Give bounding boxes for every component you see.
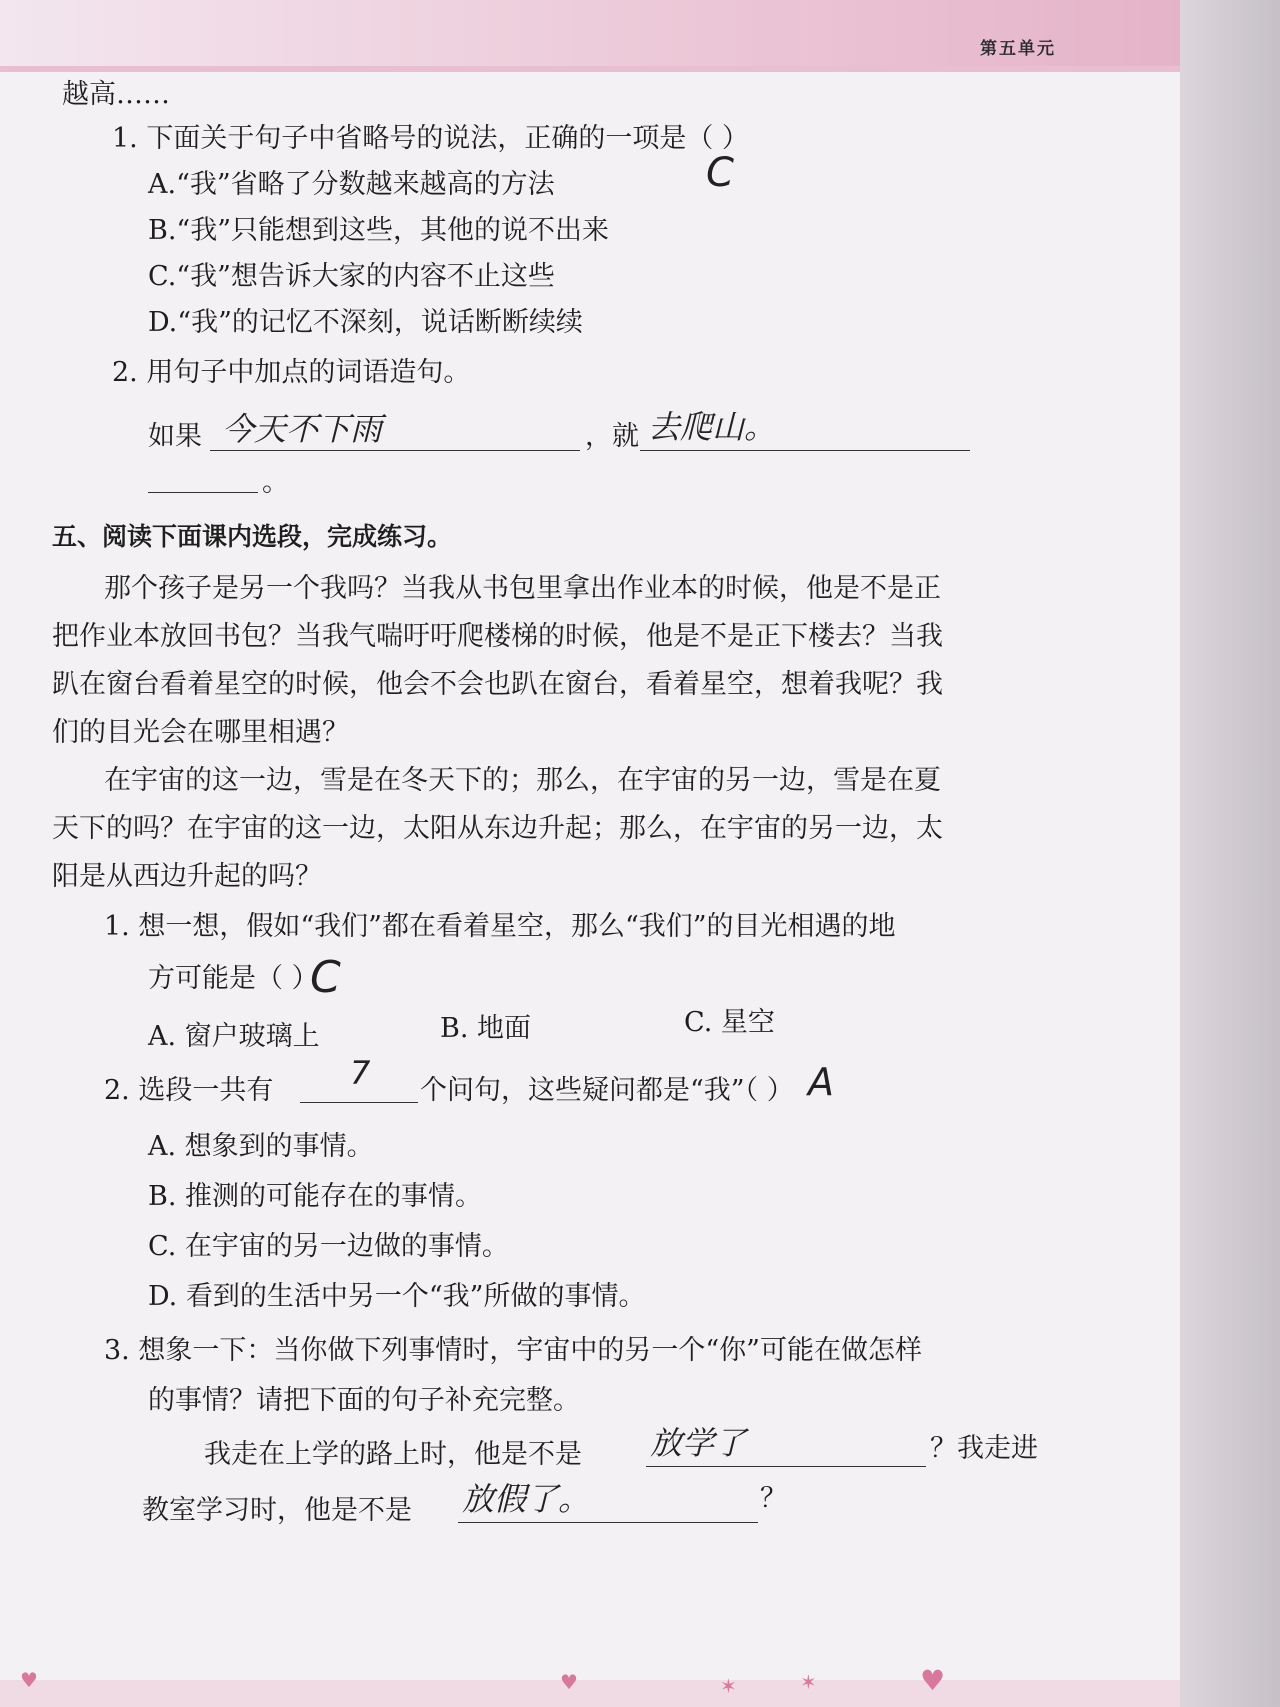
q1-option-c: C.“我”想告诉大家的内容不止这些: [148, 261, 555, 292]
q1-option-b: B.“我”只能想到这些，其他的说不出来: [148, 215, 610, 246]
sparkle-icon: ✶: [800, 1670, 817, 1694]
passage-tail: 越高……: [62, 79, 170, 110]
q2-handwritten-answer-2: 去爬山。: [648, 408, 777, 446]
heart-icon: ♥: [920, 1664, 946, 1697]
heart-icon: ♥: [20, 1668, 38, 1692]
p5-q3-s1-prefix: 我走在上学的路上时，他是不是: [204, 1439, 582, 1470]
q2-stem: 2. 用句子中加点的词语造句。: [112, 357, 471, 388]
q1-handwritten-answer: C: [706, 150, 734, 196]
footer-band: [0, 1680, 1180, 1707]
p5-q3-handwritten-answer-2: 放假了。: [462, 1480, 591, 1518]
p5-q2-blank[interactable]: [300, 1102, 418, 1103]
header-band: [0, 0, 1180, 72]
p5-q2-option-b: B. 推测的可能存在的事情。: [148, 1181, 483, 1212]
p5-q3-s2-suffix: ？: [760, 1483, 787, 1514]
heart-icon: ♥: [560, 1670, 578, 1694]
p5-q2-handwritten-count: 7: [350, 1054, 371, 1092]
p5-q1-handwritten-answer: C: [310, 952, 341, 1003]
passage-line: 阳是从西边升起的吗？: [52, 861, 322, 892]
q2-end: 。: [262, 467, 289, 498]
section-title: 五、阅读下面课内选段，完成练习。: [52, 522, 453, 551]
q1-option-a: A.“我”省略了分数越来越高的方法: [148, 169, 555, 200]
p5-q1-option-b: B. 地面: [440, 1013, 532, 1044]
passage-line: 在宇宙的这一边，雪是在冬天下的；那么，在宇宙的另一边，雪是在夏: [104, 765, 941, 796]
p5-q3-s1-suffix: ？我走进: [930, 1433, 1038, 1464]
passage-line: 把作业本放回书包？当我气喘吁吁爬楼梯的时候，他是不是正下楼去？当我: [52, 621, 943, 652]
q2-handwritten-answer-1: 今天不下雨: [222, 410, 383, 448]
q2-blank-2[interactable]: [640, 450, 970, 451]
p5-q3-handwritten-answer-1: 放学了: [650, 1424, 747, 1462]
q2-blank-3[interactable]: [148, 492, 258, 493]
unit-label: 第五单元: [980, 39, 1056, 59]
p5-q2-stem-b: 个问句，这些疑问都是“我”（ ）: [420, 1075, 794, 1106]
passage-line: 那个孩子是另一个我吗？当我从书包里拿出作业本的时候，他是不是正: [104, 573, 941, 604]
p5-q1-option-c: C. 星空: [684, 1007, 775, 1038]
p5-q3-s2-prefix: 教室学习时，他是不是: [142, 1495, 412, 1526]
p5-q1-option-a: A. 窗户玻璃上: [148, 1021, 320, 1052]
p5-q2-stem-a: 2. 选段一共有: [104, 1075, 274, 1106]
passage-line: 天下的吗？在宇宙的这一边，太阳从东边升起；那么，在宇宙的另一边，太: [52, 813, 943, 844]
q1-option-d: D.“我”的记忆不深刻，说话断断续续: [148, 307, 583, 338]
q2-prefix: 如果: [148, 421, 202, 452]
p5-q2-handwritten-answer: A: [808, 1060, 834, 1104]
p5-q3-stem-line2: 的事情？请把下面的句子补充完整。: [148, 1385, 580, 1416]
q2-blank-1[interactable]: [210, 450, 580, 451]
p5-q3-blank-2[interactable]: [458, 1522, 758, 1523]
page-edge: [1180, 0, 1280, 1707]
p5-q2-option-c: C. 在宇宙的另一边做的事情。: [148, 1231, 509, 1262]
p5-q2-option-d: D. 看到的生活中另一个“我”所做的事情。: [148, 1281, 646, 1312]
sparkle-icon: ✶: [720, 1674, 737, 1698]
p5-q3-blank-1[interactable]: [646, 1466, 926, 1467]
q2-mid: ，就: [585, 421, 639, 452]
passage-line: 们的目光会在哪里相遇？: [52, 717, 349, 748]
p5-q3-stem-line1: 3. 想象一下：当你做下列事情时，宇宙中的另一个“你”可能在做怎样: [104, 1335, 922, 1366]
p5-q1-stem-line2: 方可能是（ ）: [148, 963, 319, 994]
q1-stem: 1. 下面关于句子中省略号的说法，正确的一项是（ ）: [112, 123, 749, 154]
p5-q2-option-a: A. 想象到的事情。: [148, 1131, 374, 1162]
p5-q1-stem-line1: 1. 想一想，假如“我们”都在看着星空，那么“我们”的目光相遇的地: [104, 911, 896, 942]
passage-line: 趴在窗台看着星空的时候，他会不会也趴在窗台，看着星空，想着我呢？我: [52, 669, 943, 700]
